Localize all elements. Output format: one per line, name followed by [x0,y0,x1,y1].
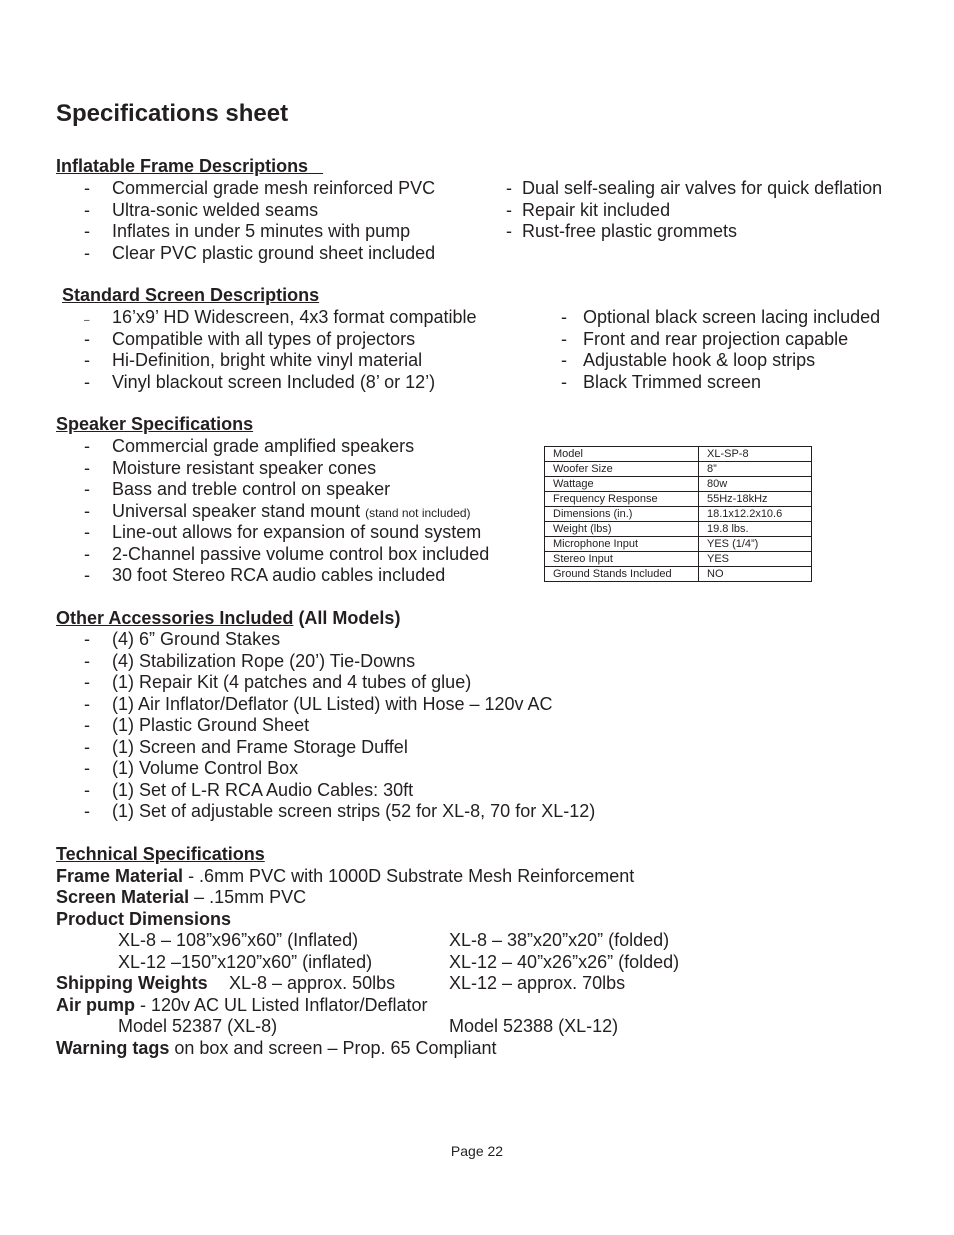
accessories-heading: Other Accessories Included [56,608,294,628]
technical-heading: Technical Specifications [56,844,265,864]
list-item: – 16’x9’ HD Widescreen, 4x3 format compatible [84,307,477,327]
list-item: - Universal speaker stand mount (stand not included) [84,500,471,521]
dims-xl8-folded: XL-8 – 38”x20”x20” (folded) [449,930,670,950]
speaker-heading: Speaker Specifications [56,414,254,434]
list-item: - Inflates in under 5 minutes with pump [84,221,411,241]
list-item: - Commercial grade mesh reinforced PVC [84,178,436,198]
table-row: Stereo Input YES [545,552,812,567]
warning-tags-row: Warning tags on box and screen – Prop. 65 Compliant [56,1038,497,1058]
list-item: - Commercial grade amplified speakers [84,436,415,456]
screen-heading-wrap [62,285,319,306]
stand-note: (stand not included) [365,505,471,520]
list-item: - Line-out allows for expansion of sound system [84,522,482,542]
speaker-heading-wrap [56,414,253,435]
list-item: - Bass and treble control on speaker [84,479,391,499]
list-item: - (1) Set of adjustable screen strips (52 for XL-8, 70 for XL-12) [84,801,596,821]
list-item: - Vinyl blackout screen Included (8’ or 12’) [84,371,436,392]
screen-material-row: Screen Material – .15mm PVC [56,887,307,907]
page-number: Page 22 [450,1143,504,1159]
list-item: - 30 foot Stereo RCA audio cables included [84,565,446,585]
dims-xl8-inflated: XL-8 – 108”x96”x60” (Inflated) [118,930,359,950]
page-title: Specifications sheet [56,100,289,127]
inflatable-heading-wrap [56,156,323,177]
table-row: Microphone Input YES (1/4”) [545,537,812,552]
screen-heading: Standard Screen Descriptions [62,285,320,305]
list-item: - Optional black screen lacing included [561,307,881,327]
accessories-heading-extra: (All Models) [298,608,401,628]
list-item: - Repair kit included [506,199,671,220]
air-pump-row: Air pump - 120v AC UL Listed Inflator/Deflator [56,995,428,1015]
accessories-heading-wrap [56,608,400,629]
list-item: - (1) Screen and Frame Storage Duffel [84,736,408,757]
table-row: Wattage 80w [545,477,812,492]
list-item: - Rust-free plastic grommets [506,221,738,241]
table-row: Dimensions (in.) 18.1x12.2x10.6 [545,507,812,522]
list-item: - Black Trimmed screen [561,371,762,392]
screen-left-list [84,307,476,393]
list-item: - (1) Plastic Ground Sheet [84,715,310,735]
dims-xl12-folded: XL-12 – 40”x26”x26” (folded) [449,952,680,972]
list-item: - (1) Set of L-R RCA Audio Cables: 30ft [84,779,414,800]
screen-right-list [561,307,880,393]
list-item: - Front and rear projection capable [561,328,849,349]
frame-material-row: Frame Material - .6mm PVC with 1000D Substrate Mesh Reinforcement [56,866,635,886]
list-item: - (4) Stabilization Rope (20’) Tie-Downs [84,650,416,671]
inflatable-right-list [506,178,882,243]
list-item: - Hi-Definition, bright white vinyl material [84,350,423,370]
list-item: - (1) Volume Control Box [84,758,299,778]
list-item: - Adjustable hook & loop strips [561,350,816,370]
inflatable-heading: Inflatable Frame Descriptions [56,156,309,176]
ship-xl8: XL-8 – approx. 50lbs [229,973,396,993]
list-item: - Moisture resistant speaker cones [84,457,377,478]
table-row: Weight (lbs) 19.8 lbs. [545,522,812,537]
list-item: - Dual self-sealing air valves for quick deflation [506,178,883,198]
list-item: - Clear PVC plastic ground sheet included [84,242,436,263]
inflatable-left-list [84,178,435,264]
technical-heading-wrap [56,844,265,865]
list-item: - Ultra-sonic welded seams [84,199,319,220]
ship-xl12: XL-12 – approx. 70lbs [449,973,626,993]
table-row: Woofer Size 8” [545,462,812,477]
table-row: Model XL-SP-8 [545,447,812,462]
dims-xl12-inflated: XL-12 –150”x120”x60” (inflated) [118,952,373,972]
shipping-weights-label: Shipping Weights [56,973,208,993]
list-item: - 2-Channel passive volume control box included [84,543,490,564]
pump-model-xl12: Model 52388 (XL-12) [449,1016,619,1036]
product-dimensions-label: Product Dimensions [56,909,232,929]
list-item: - (1) Repair Kit (4 patches and 4 tubes of glue) [84,672,472,692]
pump-model-xl8: Model 52387 (XL-8) [118,1016,278,1036]
accessories-list [84,629,595,823]
list-item: - (1) Air Inflator/Deflator (UL Listed) with Hose – 120v AC [84,693,553,714]
table-row: Ground Stands Included NO [545,567,812,582]
list-item: - (4) 6” Ground Stakes [84,629,281,649]
speaker-spec-table [544,446,812,582]
table-row: Frequency Response 55Hz-18kHz [545,492,812,507]
speaker-list [84,436,489,587]
list-item: - Compatible with all types of projectors [84,328,416,349]
